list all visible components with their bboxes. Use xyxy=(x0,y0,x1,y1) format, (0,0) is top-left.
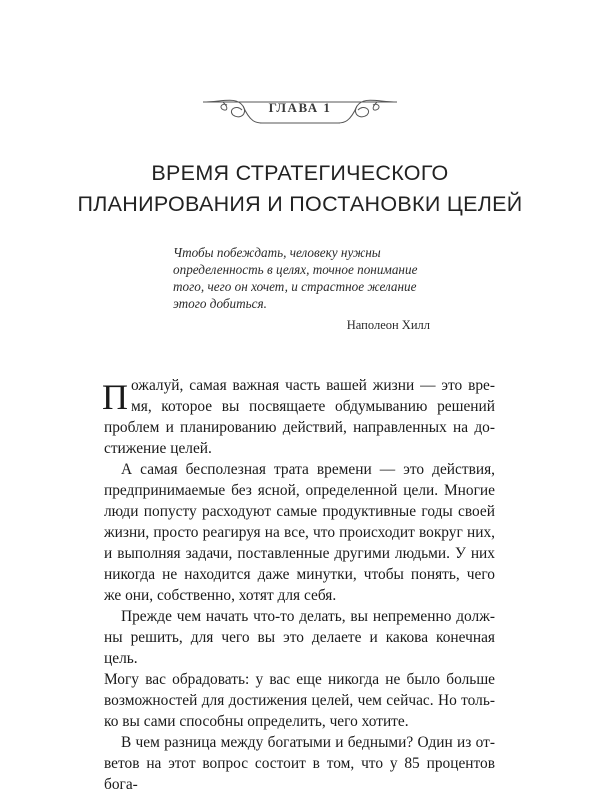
chapter-title-line: ПЛАНИРОВАНИЯ И ПОСТАНОВКИ ЦЕЛЕЙ xyxy=(77,192,523,216)
paragraph xyxy=(104,375,495,459)
text-line: Прежде чем начать что-то делать, вы непременно долж- xyxy=(121,608,495,625)
epigraph-line: Чтобы побеждать, человеку нужны xyxy=(173,245,381,260)
text-line: В чем разница между богатыми и бедными? Один из от- xyxy=(121,734,495,751)
epigraph-quote xyxy=(173,244,433,312)
text-line: никогда не находится даже минутки, чтобы понять, чего xyxy=(104,566,495,583)
text-line: же они, собственно, хотят для себя. xyxy=(104,587,337,604)
epigraph-author: Наполеон Хилл xyxy=(346,318,430,332)
text-line: ко вы сами способны определить, чего хотите. xyxy=(104,713,409,730)
text-line: А самая бесполезная трата времени — это действия, xyxy=(121,461,495,478)
chapter-header xyxy=(0,82,600,142)
paragraph xyxy=(104,606,495,732)
text-line: жизни, просто реагируя на все, что происходит вокруг них, xyxy=(104,524,495,541)
epigraph-line: того, чего он хочет, и страстное желание xyxy=(173,279,417,294)
text-line: ожалуй, самая важная часть вашей жизни — это вре- xyxy=(131,377,495,394)
drop-cap: П xyxy=(102,377,128,417)
text-line: ны решить, для чего вы это делаете и какова конечная цель. xyxy=(104,629,495,667)
chapter-title-line: ВРЕМЯ СТРАТЕГИЧЕСКОГО xyxy=(151,161,449,185)
text-line: ветов на этот вопрос состоит в том, что у 85 процентов бога- xyxy=(104,755,495,793)
paragraph xyxy=(104,459,495,606)
text-line: стижение целей. xyxy=(104,440,212,457)
text-line: люди попусту расходуют самые продуктивные годы своей xyxy=(104,503,495,520)
body-text xyxy=(104,375,495,795)
text-line: предпринимаемые без ясной, определенной цели. Многие xyxy=(104,482,495,499)
chapter-label: ГЛАВА 1 xyxy=(268,100,332,115)
paragraph xyxy=(104,732,495,795)
epigraph-line: этого добиться. xyxy=(173,296,267,311)
epigraph-line: определенность в целях, точное понимание xyxy=(173,262,418,277)
chapter-title xyxy=(60,158,540,220)
text-line: проблем и планированию действий, направленных на до- xyxy=(104,419,495,436)
text-line: Могу вас обрадовать: у вас еще никогда не было больше xyxy=(104,671,495,688)
text-line: и выполняя задачи, поставленные другими людьми. У них xyxy=(104,545,495,562)
text-line: возможностей для достижения целей, чем сейчас. Но толь- xyxy=(104,692,495,709)
text-line: мя, которое вы посвящаете обдумыванию решений xyxy=(131,398,495,415)
